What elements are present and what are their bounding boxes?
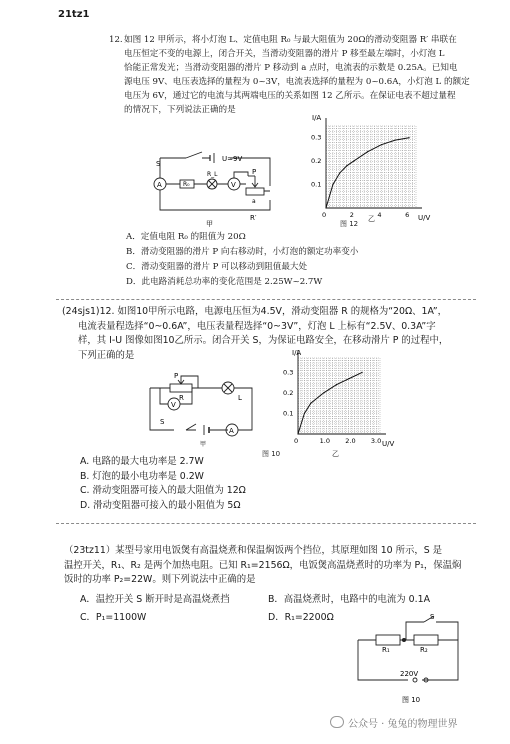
q1-graph-x-tick-label: 4	[377, 211, 382, 219]
divider	[56, 299, 476, 300]
q2-graph-y-tick-label: 0.3	[283, 368, 294, 377]
q1-circuit-A: A	[157, 181, 162, 189]
q1-line: 如图 12 甲所示，将小灯泡 L、定值电阻 R₀ 与最大阻值为 20Ω的滑动变阻器 R′ 串联在	[124, 35, 457, 45]
q3-circuit-S: S	[430, 613, 435, 621]
q2-line: 样，其 I-U 图像如图10乙所示。闭合开关 S，为保证电路安全，在移动滑片 P 的过程中，	[78, 335, 449, 346]
q3-line: 温控开关，R₁、R₂ 是两个加热电阻。已知 R₁=2156Ω，电饭煲高温烧煮时的功率为 P₁，保温焖	[64, 559, 462, 571]
q2-iu-graph	[276, 346, 396, 452]
q3-option-d: D．R₁=2200Ω	[268, 612, 334, 623]
q3-line: 饭时的功率 P₂=22W。则下列说法中正确的是	[64, 574, 256, 585]
q1-circuit-Rp: R′	[250, 214, 257, 222]
q2-graph-data-point	[304, 413, 305, 414]
q2-graph-data-point	[349, 378, 350, 379]
q1-circuit-U: U=9V	[222, 155, 243, 163]
q1-line: 电压为 6V，通过它的电流与其两端电压的关系如图 12 乙所示。在保证电表不超过量程	[124, 91, 456, 101]
q1-option-a: A．定值电阻 R₀ 的阻值为 20Ω	[126, 232, 246, 242]
q1-graph-data-point	[381, 144, 382, 145]
q2-circuit-P: P	[174, 372, 179, 380]
q3-option-c: C．P₁=1100W	[80, 612, 147, 623]
q1-line: 电压恒定不变的电源上，闭合开关，当滑动变阻器的滑片 P 移至最左端时，小灯泡 L	[124, 49, 445, 59]
q2-graph-sub: 乙	[332, 450, 339, 458]
q1-graph-data-point	[395, 139, 396, 140]
q1-circuit-S: S	[156, 160, 161, 168]
q1-graph-data-point	[353, 161, 354, 162]
q1-graph-ylabel: I/A	[312, 114, 322, 122]
divider	[56, 523, 476, 524]
q1-stem	[124, 33, 470, 117]
q2-line: 电流表量程选择“0~0.6A”，电压表量程选择“0~3V”，灯泡 L 上标有“2.5V、0.3A”字	[78, 320, 436, 332]
wechat-icon	[330, 716, 344, 728]
q1-option-c: C．滑动变阻器的滑片 P 可以移动到阻值最大处	[126, 262, 308, 272]
q2-graph-data-point	[361, 372, 362, 373]
q2-graph-y-tick-label: 0.1	[283, 409, 294, 418]
q1-option-b: B．滑动变阻器的滑片 P 向右移动时，小灯泡的额定功率变小	[126, 247, 359, 257]
q2-graph-x-tick-label: 2.0	[345, 437, 356, 445]
q1-graph-x-tick-label: 0	[322, 211, 327, 219]
q2-option-c: C. 滑动变阻器可接入的最大阻值为 12Ω	[80, 485, 246, 496]
q1-circuit-a: a	[252, 198, 256, 205]
q2-graph-data-point	[336, 384, 337, 385]
q2-circuit-L: L	[238, 394, 242, 402]
q1-circuit-P: P	[252, 168, 257, 176]
q1-iu-graph	[300, 110, 440, 226]
q2-graph-x-tick-label: 0	[294, 437, 299, 445]
q2-graph-x-tick-label: 3.0	[370, 437, 382, 445]
q2-line: 下列正确的是	[78, 349, 135, 361]
q2-graph-x-tick-label: 1.0	[319, 437, 330, 445]
q1-line: 恰能正常发光；当滑动变阻器的滑片 P 移动到 a 点时，电流表的示数是 0.25A。已知电	[124, 63, 458, 73]
q1-graph-x-tick-label: 6	[405, 211, 410, 219]
q1-line: 的情况下，下列说法正确的是	[124, 105, 236, 115]
q1-graph-y-tick-label: 0.2	[311, 157, 322, 166]
q1-circuit-R0: R₀	[183, 181, 190, 188]
q3-circuit-R1: R₁	[382, 646, 390, 654]
q1-graph-x-tick-label: 2	[349, 211, 354, 219]
q2-graph-series-line	[298, 372, 362, 434]
q2-options	[80, 455, 246, 513]
q3-line: （23tz11）某型号家用电饭煲有高温烧煮和保温焖饭两个挡位，其原理如图 10 所示，S 是	[64, 545, 443, 556]
q1-graph-grid	[326, 126, 416, 208]
q1-graph-xlabel: U/V	[418, 214, 431, 222]
q1-circuit-RL: R_L	[207, 171, 218, 178]
q1-graph-data-point	[325, 207, 326, 208]
q2-graph-data-point	[310, 403, 311, 404]
q3-circuit-voltage: 220V	[400, 670, 419, 678]
q2-option-a: A. 电路的最大电功率是 2.7W	[80, 456, 204, 467]
q2-graph-y-tick-label: 0.2	[283, 388, 294, 397]
q1-options	[126, 230, 358, 290]
q1-graph-data-point	[367, 151, 368, 152]
q3-stem	[64, 544, 461, 588]
q3-option-a: A．温控开关 S 断开时是高温烧煮挡	[80, 594, 230, 605]
q1-circuit-caption: 甲	[206, 220, 213, 228]
q1-circuit-V: V	[231, 181, 236, 189]
q2-graph-grid	[298, 358, 380, 434]
q1-graph-sub: 乙	[368, 215, 375, 223]
q2-circuit-A: A	[229, 427, 234, 435]
q3-circuit-caption: 图 10	[402, 696, 421, 704]
q2-graph-data-point	[297, 433, 298, 434]
q2-option-d: D. 滑动变阻器可接入的最小阻值为 5Ω	[80, 499, 241, 511]
q1-number: 12.	[109, 35, 123, 45]
q1-graph-y-tick-label: 0.3	[311, 133, 322, 142]
q2-graph-xlabel: U/V	[382, 440, 395, 448]
q2-graph-caption: 图 10	[262, 450, 281, 458]
q3-circuit-R2: R₂	[420, 646, 428, 654]
q1-graph-data-point	[339, 172, 340, 173]
q3-option-b: B．高温烧煮时，电路中的电流为 0.1A	[268, 594, 430, 605]
watermark-text: 公众号 · 兔兔的物理世界	[348, 719, 458, 730]
watermark	[330, 716, 458, 733]
q1-graph-data-point	[346, 165, 347, 166]
q2-circuit-diagram	[140, 370, 270, 450]
q1-graph-data-point	[332, 184, 333, 185]
q1-graph-caption: 图 12	[340, 220, 359, 228]
q1-graph-data-point	[408, 137, 409, 138]
q2-circuit-S: S	[160, 418, 165, 426]
q2-line: (24sjs1)12. 如图10甲所示电路，电源电压恒为4.5V，滑动变阻器 R 的规格为“20Ω、1A”，	[62, 306, 447, 317]
q3-circuit-diagram	[352, 610, 474, 706]
q1-circuit-diagram	[150, 148, 280, 228]
q2-circuit-caption: 甲	[200, 441, 207, 448]
q2-circuit-R: R	[179, 394, 184, 402]
page-tag: 21tz1	[58, 9, 90, 20]
q2-graph-ylabel: I/A	[292, 349, 302, 357]
q1-line: 源电压 9V、电压表选择的量程为 0~3V，电流表选择的量程为 0~0.6A，小灯泡 L 的额定	[124, 77, 470, 87]
q1-option-d: D．此电路消耗总功率的变化范围是 2.25W~2.7W	[126, 277, 323, 287]
q2-circuit-V: V	[171, 401, 176, 409]
q1-graph-y-tick-label: 0.1	[311, 180, 322, 189]
q2-option-b: B. 灯泡的最小电功率是 0.2W	[80, 470, 204, 482]
q2-graph-data-point	[323, 392, 324, 393]
